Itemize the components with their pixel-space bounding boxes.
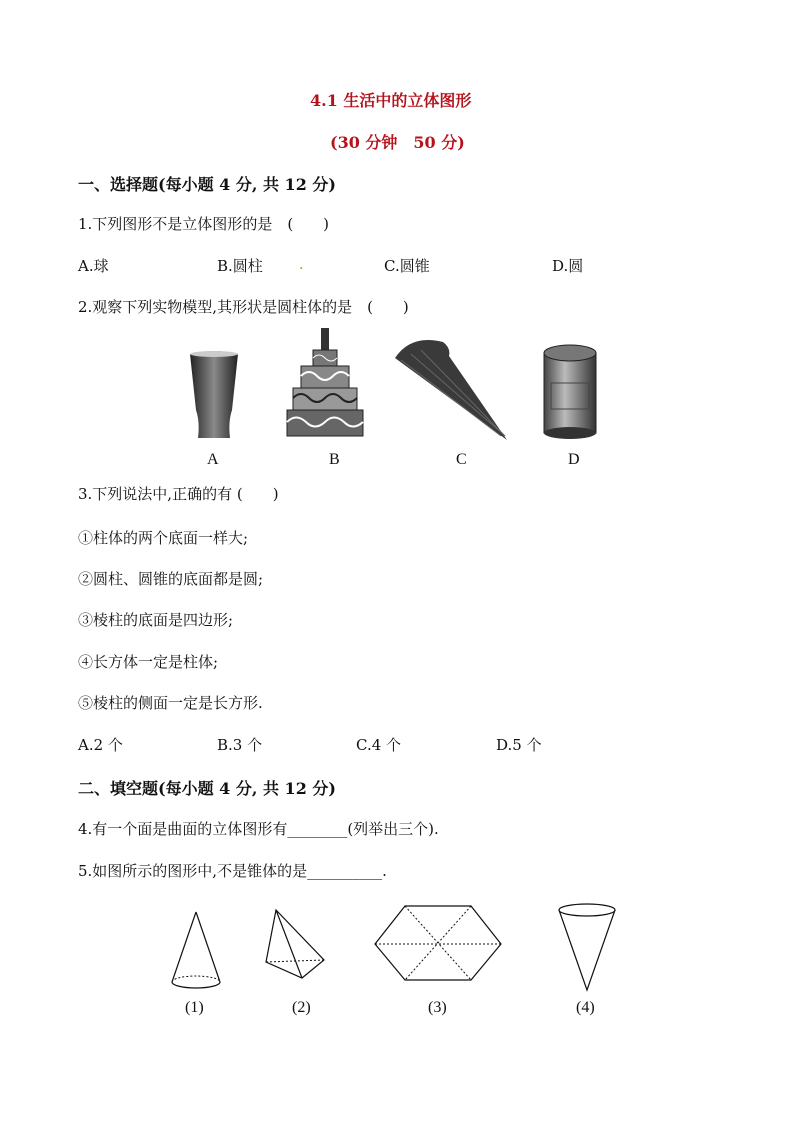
q5-label-1: (1) bbox=[185, 999, 204, 1016]
question-3: 3.下列说法中,正确的有 ( ) bbox=[78, 485, 279, 503]
q3-statement-3: ③棱柱的底面是四边形; bbox=[78, 611, 234, 629]
q3-option-a: A.2 个 bbox=[78, 736, 123, 754]
question-2: 2.观察下列实物模型,其形状是圆柱体的是 ( ) bbox=[78, 298, 409, 316]
cake-figure bbox=[285, 328, 365, 442]
q1-option-a: A.球 bbox=[78, 257, 109, 275]
q3-option-b: B.3 个 bbox=[217, 736, 263, 754]
ice-cream-cone-figure bbox=[391, 338, 509, 442]
q5-label-4: (4) bbox=[576, 999, 595, 1016]
hexagonal-prism-figure-3 bbox=[373, 902, 503, 984]
inverted-cone-figure-4 bbox=[556, 900, 618, 992]
question-4: 4.有一个面是曲面的立体图形有________(列举出三个). bbox=[78, 820, 439, 838]
q3-statement-5: ⑤棱柱的侧面一定是长方形. bbox=[78, 694, 263, 712]
q2-label-c: C bbox=[456, 451, 467, 468]
decorative-dot: . bbox=[299, 257, 304, 273]
q3-statement-1: ①柱体的两个底面一样大; bbox=[78, 529, 249, 547]
glass-figure bbox=[188, 350, 240, 442]
q3-statement-2: ②圆柱、圆锥的底面都是圆; bbox=[78, 570, 264, 588]
q3-statement-4: ④长方体一定是柱体; bbox=[78, 653, 219, 671]
q2-label-d: D bbox=[568, 451, 580, 468]
q5-label-2: (2) bbox=[292, 999, 311, 1016]
q3-option-d: D.5 个 bbox=[496, 736, 542, 754]
section-2-heading: 二、填空题(每小题 4 分, 共 12 分) bbox=[78, 779, 336, 798]
pyramid-figure-2 bbox=[262, 906, 328, 984]
page-subtitle: (30 分钟 50 分) bbox=[330, 133, 465, 152]
page-title: 4.1 生活中的立体图形 bbox=[310, 91, 472, 110]
q2-label-a: A bbox=[207, 451, 219, 468]
section-1-heading: 一、选择题(每小题 4 分, 共 12 分) bbox=[78, 175, 336, 194]
cone-figure-1 bbox=[168, 908, 224, 990]
question-1: 1.下列图形不是立体图形的是 ( ) bbox=[78, 215, 330, 233]
q1-option-c: C.圆锥 bbox=[384, 257, 430, 275]
q2-label-b: B bbox=[329, 451, 340, 468]
q1-option-d: D.圆 bbox=[552, 257, 584, 275]
q5-label-3: (3) bbox=[428, 999, 447, 1016]
q1-option-b: B.圆柱 bbox=[217, 257, 263, 275]
q3-option-c: C.4 个 bbox=[356, 736, 402, 754]
question-5: 5.如图所示的图形中,不是锥体的是__________. bbox=[78, 862, 387, 880]
cylinder-can-figure bbox=[541, 343, 599, 441]
